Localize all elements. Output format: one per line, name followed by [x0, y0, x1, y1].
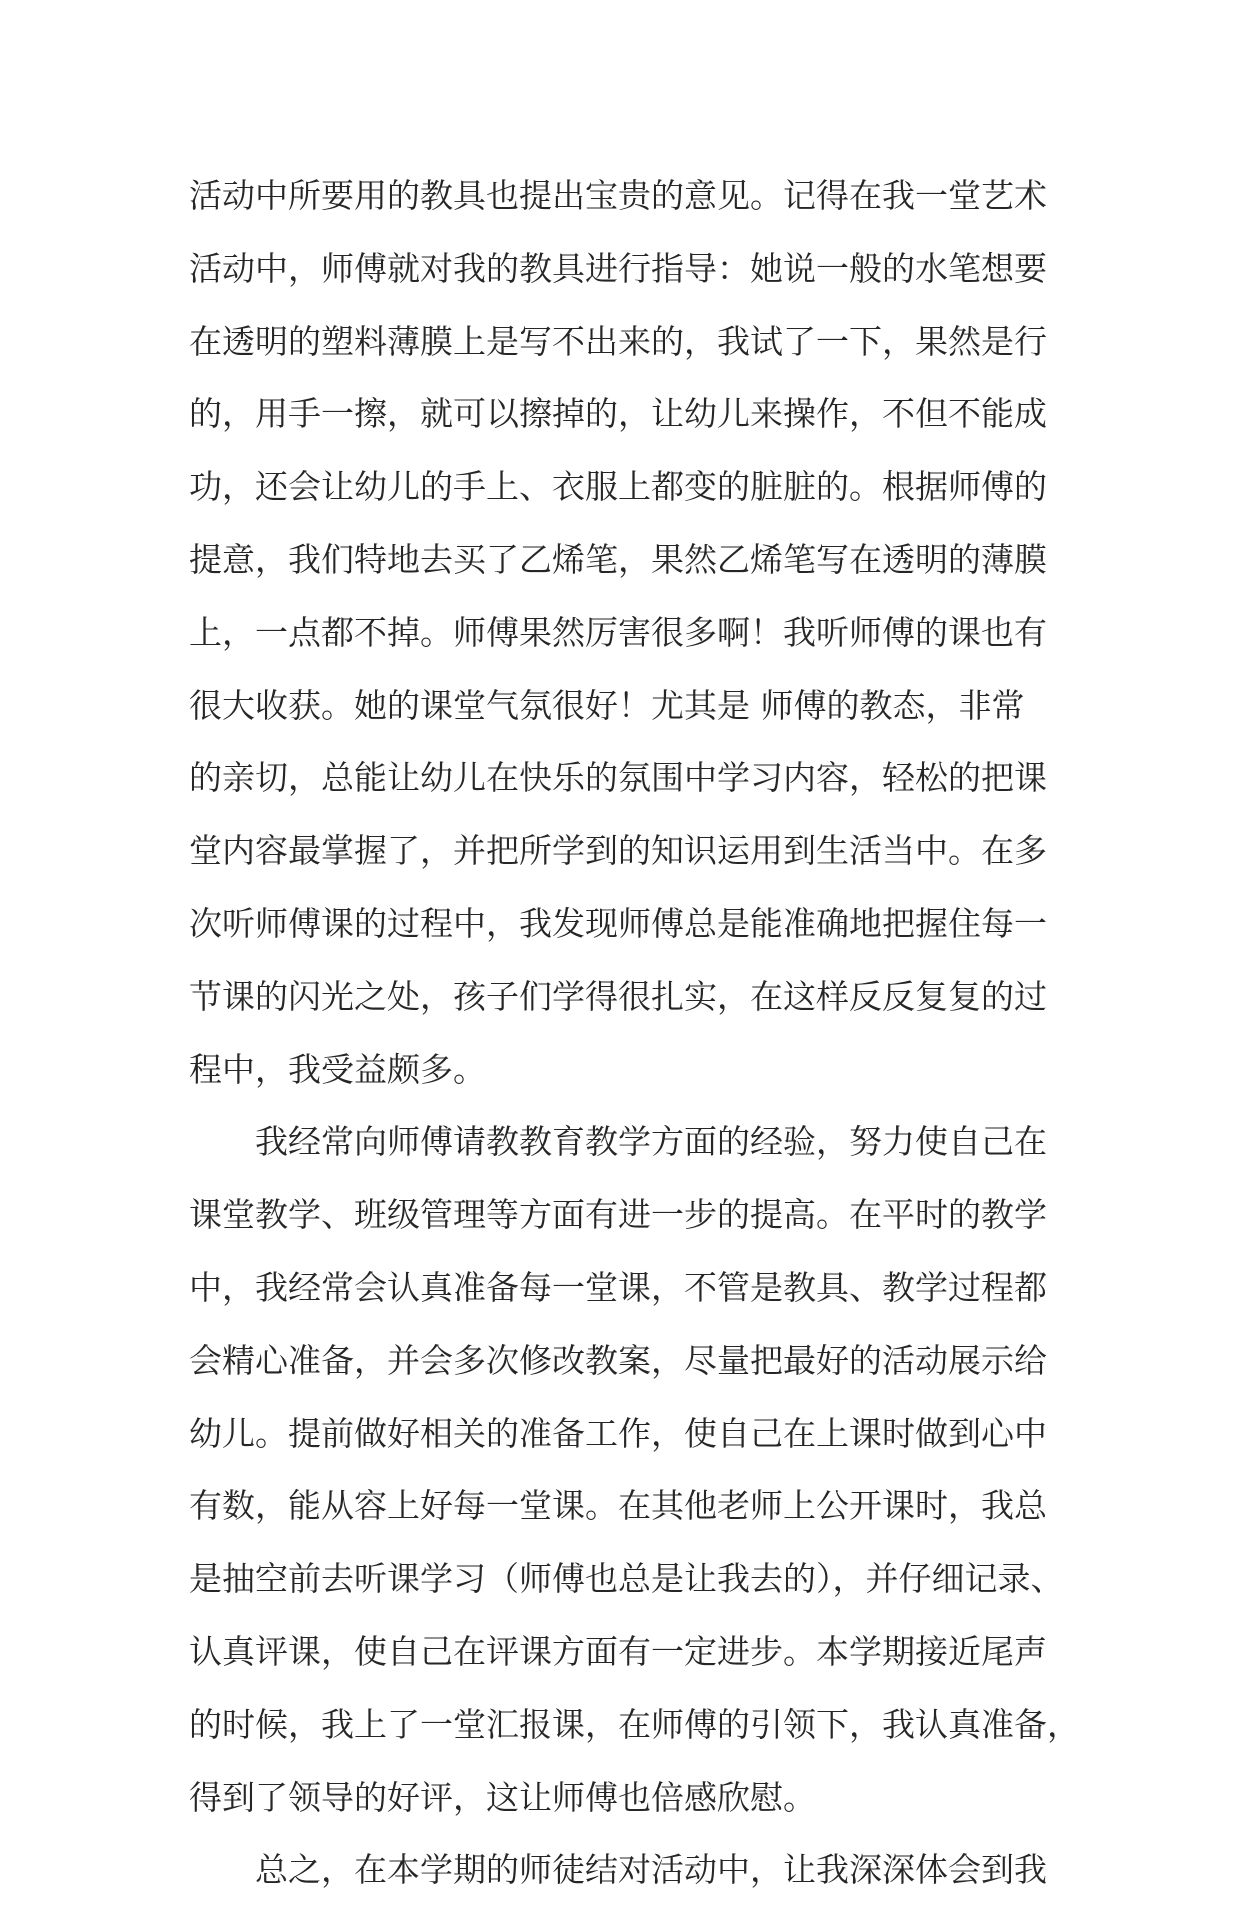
text-line: 的，用手一擦，就可以擦掉的，让幼儿来操作，不但不能成: [189, 394, 1047, 434]
text-line: 有数，能从容上好每一堂课。在其他老师上公开课时，我总: [189, 1486, 1047, 1526]
paragraph-start-line: 总之，在本学期的师徒结对活动中，让我深深体会到我: [255, 1850, 1047, 1890]
text-line: 认真评课，使自己在评课方面有一定进步。本学期接近尾声: [189, 1631, 1047, 1671]
text-line: 会精心准备，并会多次修改教案，尽量把最好的活动展示给: [189, 1340, 1047, 1380]
text-line: 很大收获。她的课堂气氛很好！尤其是 师傅的教态，非常: [189, 685, 1025, 725]
text-line: 得到了领导的好评，这让师傅也倍感欣慰。: [189, 1777, 816, 1817]
text-line: 的时候，我上了一堂汇报课，在师傅的引领下，我认真准备，: [189, 1704, 1080, 1744]
text-line: 课堂教学、班级管理等方面有进一步的提高。在平时的教学: [189, 1195, 1047, 1235]
text-line: 功，还会让幼儿的手上、衣服上都变的脏脏的。根据师傅的: [189, 467, 1047, 507]
text-line: 是抽空前去听课学习（师傅也总是让我去的），并仔细记录、: [189, 1559, 1064, 1599]
text-line: 节课的闪光之处，孩子们学得很扎实，在这样反反复复的过: [189, 976, 1047, 1016]
text-line: 中，我经常会认真准备每一堂课，不管是教具、教学过程都: [189, 1267, 1047, 1307]
text-line: 程中，我受益颇多。: [189, 1049, 486, 1089]
text-line: 提意，我们特地去买了乙烯笔，果然乙烯笔写在透明的薄膜: [189, 539, 1047, 579]
paragraph-start-line: 我经常向师傅请教教育教学方面的经验，努力使自己在: [255, 1122, 1047, 1162]
text-line: 幼儿。提前做好相关的准备工作，使自己在上课时做到心中: [189, 1413, 1047, 1453]
body-text: [189, 160, 1080, 1907]
text-line: 活动中，师傅就对我的教具进行指导：她说一般的水笔想要: [189, 248, 1047, 288]
text-line: 次听师傅课的过程中，我发现师傅总是能准确地把握住每一: [189, 903, 1047, 943]
text-line: 上，一点都不掉。师傅果然厉害很多啊！我听师傅的课也有: [189, 612, 1047, 652]
text-line: 在透明的塑料薄膜上是写不出来的，我试了一下，果然是行: [189, 321, 1047, 361]
text-line: 的亲切，总能让幼儿在快乐的氛围中学习内容，轻松的把课: [189, 758, 1047, 798]
text-line: 活动中所要用的教具也提出宝贵的意见。记得在我一堂艺术: [189, 176, 1047, 215]
text-line: 堂内容最掌握了，并把所学到的知识运用到生活当中。在多: [189, 831, 1047, 871]
